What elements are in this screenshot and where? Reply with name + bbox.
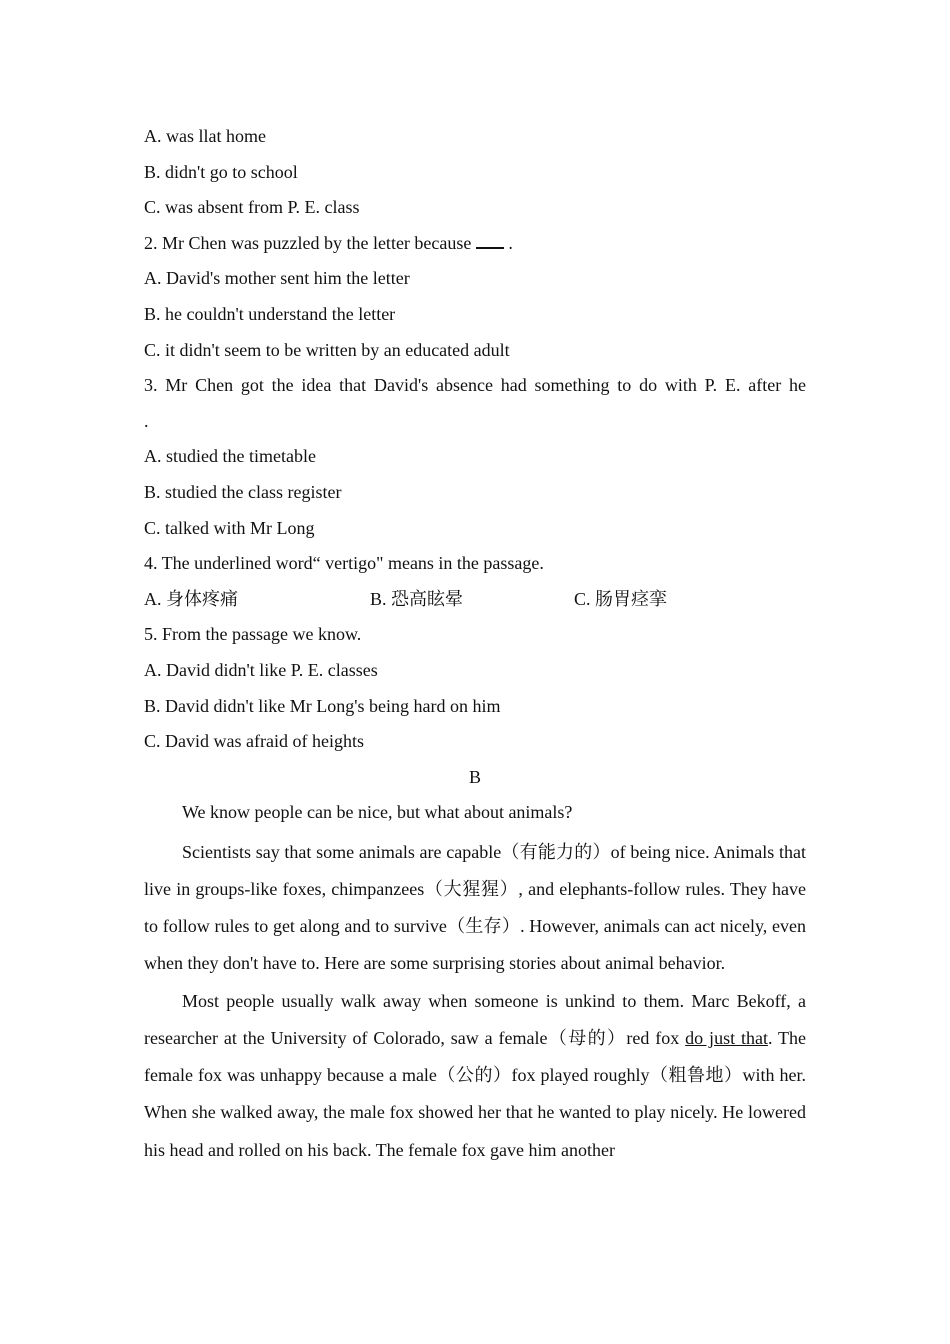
q4-stem: 4. The underlined word“ vertigo" means in the passage. [144, 553, 544, 574]
q2-option-c: C. it didn't seem to be written by an educated adult [144, 339, 510, 360]
q3-option-c: C. talked with Mr Long [144, 517, 315, 538]
document-page [144, 122, 806, 1169]
underlined-phrase: do just that [685, 1027, 768, 1048]
q5-option-c: C. David was afraid of heights [144, 731, 364, 752]
q1-option-b: B. didn't go to school [144, 161, 298, 182]
passage-paragraph-2: Scientists say that some animals are capable（有能力的）of being nice. Animals that live in groups-like foxes, chimpanzees（大猩猩）, and elephants-follow rules. They have to follow rules to get along and to survive（生存）. However, animals can act nicely, even when they don't have to. Here are some surprising stories about animal behavior. [144, 841, 806, 974]
passage-paragraph-3 [144, 983, 806, 1169]
q3-option-a: A. studied the timetable [144, 446, 316, 467]
paragraph-3-after: . The female fox was unhappy because a male（公的）fox played roughly（粗鲁地）with her. When she walked away, the male fox showed her that he wanted to play nicely. He lowered his head and rolled on his back. The female fox gave him another [144, 1027, 807, 1160]
q5-option-a: A. David didn't like P. E. classes [144, 659, 378, 680]
q3-stem-cont: . [144, 410, 149, 431]
q2-option-a: A. David's mother sent him the letter [144, 268, 410, 289]
q4-option-a: A. 身体疼痛 [144, 588, 238, 609]
q4-option-c: C. 肠胃痉挛 [574, 588, 668, 609]
q2-stem-text: 2. Mr Chen was puzzled by the letter because [144, 232, 472, 253]
q1-option-a: A. was llat home [144, 126, 266, 146]
q4-options [144, 585, 806, 621]
paragraph-3-before: Most people usually walk away when someone is unkind to them. Marc Bekoff, a researcher at the University of Colorado, saw a female（母的）red fox [144, 990, 806, 1048]
section-heading: B [468, 766, 481, 787]
q5-option-b: B. David didn't like Mr Long's being hard on him [144, 695, 501, 716]
q5-stem: 5. From the passage we know. [144, 624, 362, 645]
passage-paragraph-1: We know people can be nice, but what about animals? [182, 802, 573, 823]
q3-option-b: B. studied the class register [144, 481, 342, 502]
q1-option-c: C. was absent from P. E. class [144, 197, 360, 218]
q3-stem: 3. Mr Chen got the idea that David's absence had something to do with P. E. after he [144, 375, 806, 396]
answer-blank [476, 233, 504, 249]
q2-stem-end: . [508, 232, 513, 253]
q2-option-b: B. he couldn't understand the letter [144, 303, 396, 324]
q2-stem [144, 229, 806, 265]
q4-option-b: B. 恐高眩晕 [370, 588, 464, 609]
